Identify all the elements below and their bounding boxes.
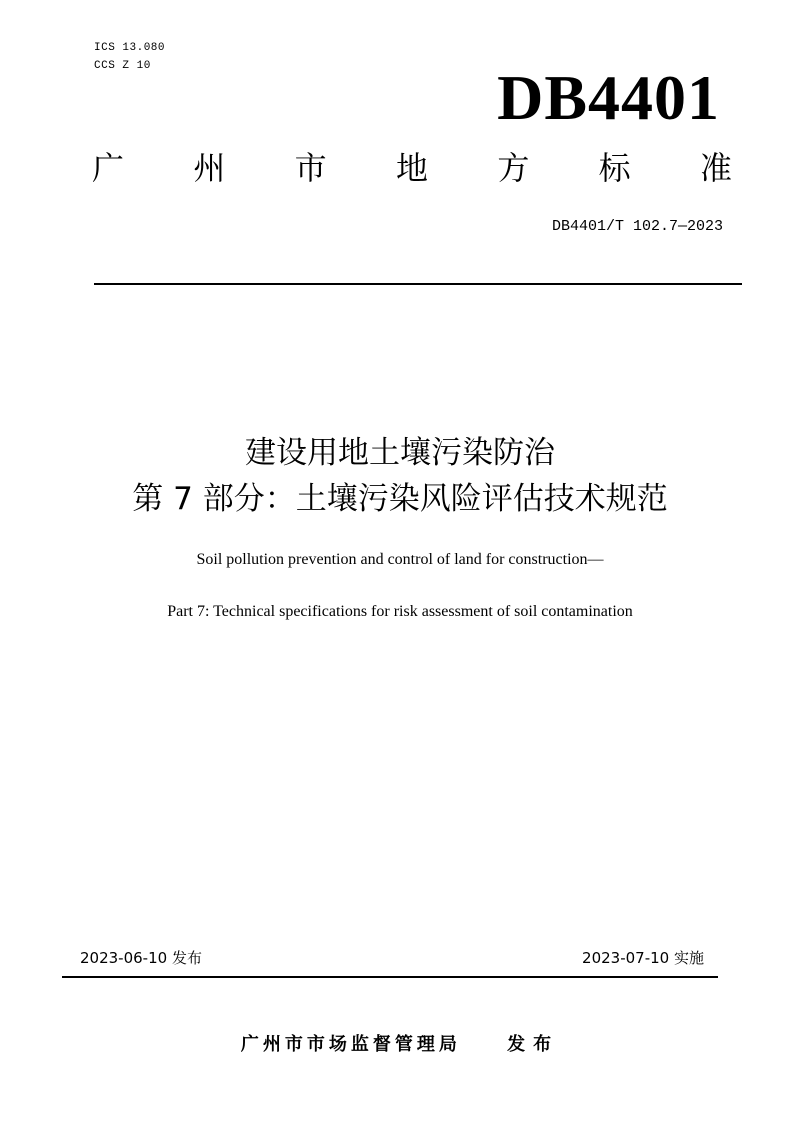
db-code-title: DB4401 [497,62,720,133]
standard-type-char: 方 [497,149,530,187]
ics-code: ICS 13.080 [94,42,166,54]
standard-type-char: 准 [699,149,732,187]
title-en-line2: Part 7: Technical specifications for risk assessment of soil contamination [167,603,633,620]
title-cn-line1: 建设用地土壤污染防治 [245,435,555,471]
footer-divider [62,976,718,978]
standard-number: DB4401/T 102.7—2023 [551,218,723,235]
standard-type-char: 地 [395,149,428,187]
title-cn-line2: 第 7 部分：土壤污染风险评估技术规范 [132,481,668,517]
issuer [0,1030,800,1056]
standard-type [92,149,732,187]
header-divider [94,283,742,285]
issuer-name: 广州市市场监督管理局 [240,1034,461,1055]
standard-type-char: 标 [598,149,631,187]
implementation-date: 2023-07-10 实施 [582,949,704,967]
issue-date: 2023-06-10 发布 [80,949,202,967]
standard-type-char: 市 [294,149,327,187]
ccs-code: CCS Z 10 [94,60,151,72]
standard-type-char: 广 [92,149,125,187]
issuer-action: 发布 [507,1034,560,1055]
standard-type-char: 州 [193,149,226,187]
title-en-line1: Soil pollution prevention and control of land for construction— [196,551,604,568]
